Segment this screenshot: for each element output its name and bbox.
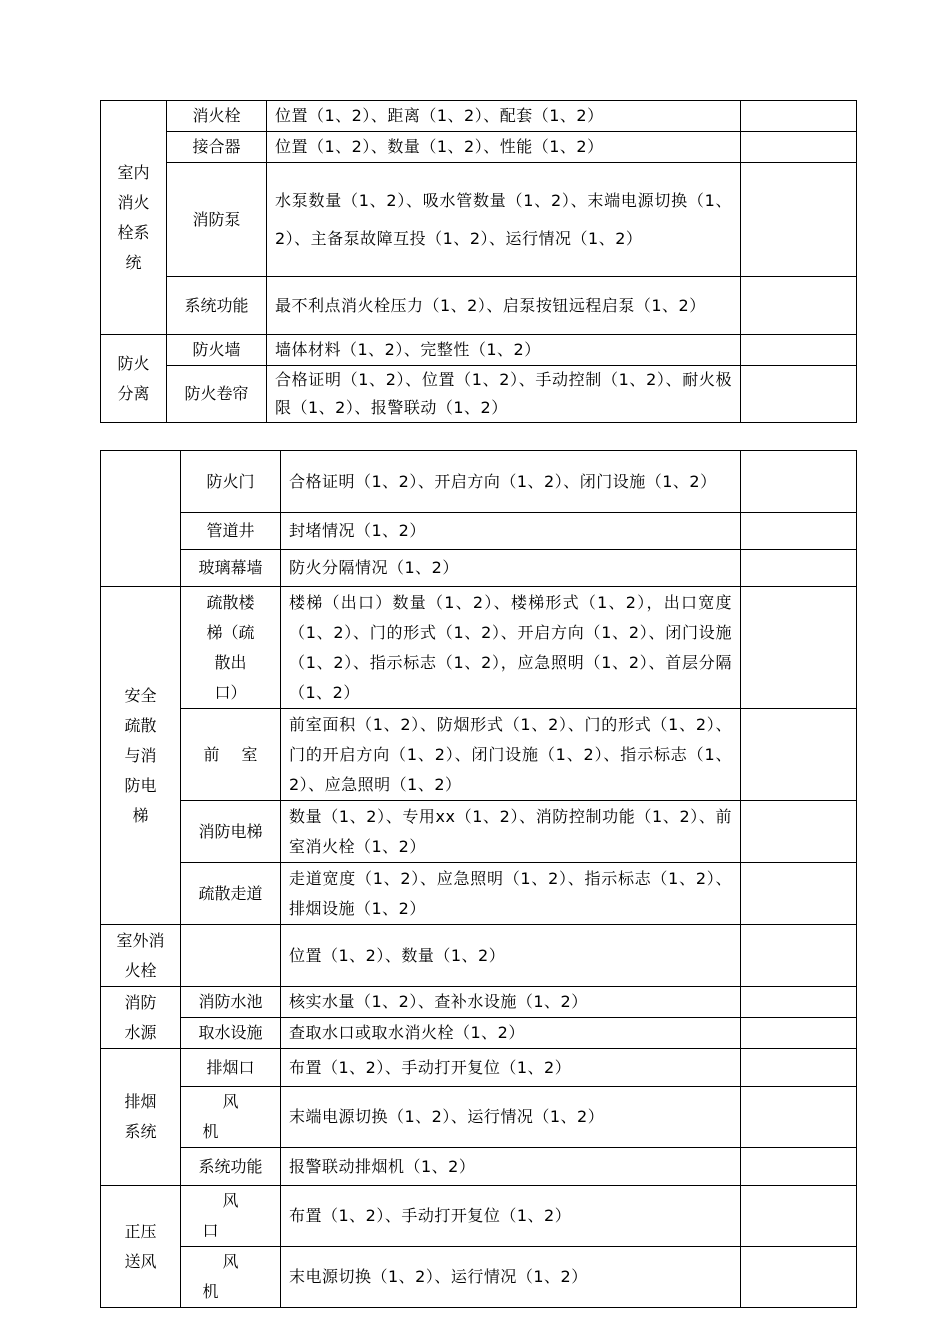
blank-cell (741, 101, 857, 132)
blank-cell (741, 513, 857, 550)
content-cell: 数量（1、2）、专用xx（1、2）、消防控制功能（1、2）、前室消火栓（1、2） (281, 801, 741, 863)
item-cell: 消防水池 (181, 987, 281, 1018)
blank-cell (741, 1049, 857, 1087)
item-cell: 消防泵 (167, 163, 267, 277)
item-label: 疏散楼梯（疏散出口） (206, 592, 255, 702)
item-cell (181, 925, 281, 987)
blank-cell (741, 277, 857, 335)
item-cell: 玻璃幕墙 (181, 550, 281, 587)
content-cell: 前室面积（1、2）、防烟形式（1、2）、门的形式（1、2）、门的开启方向（1、2）、闭门设施（1、2）、指示标志（1、2）、应急照明（1、2） (281, 709, 741, 801)
item-cell (181, 1247, 281, 1308)
blank-cell (741, 1186, 857, 1247)
inspection-table-1 (100, 100, 857, 423)
blank-cell (741, 163, 857, 277)
item-cell: 排烟口 (181, 1049, 281, 1087)
category-label: 消防水源 (124, 992, 157, 1042)
content-cell: 墙体材料（1、2）、完整性（1、2） (267, 335, 741, 366)
blank-cell (741, 587, 857, 709)
category-cell (101, 101, 167, 335)
category-label: 正压送风 (124, 1221, 157, 1271)
item-cell: 防火门 (181, 451, 281, 513)
content-cell: 位置（1、2）、数量（1、2）、性能（1、2） (267, 132, 741, 163)
item-cell: 消防电梯 (181, 801, 281, 863)
item-label: 风机 (202, 1092, 279, 1141)
item-cell (181, 709, 281, 801)
content-cell: 最不利点消火栓压力（1、2）、启泵按钮远程启泵（1、2） (267, 277, 741, 335)
blank-cell (741, 987, 857, 1018)
item-cell (181, 1186, 281, 1247)
content-cell: 合格证明（1、2）、位置（1、2）、手动控制（1、2）、耐火极限（1、2）、报警联动（1、2） (267, 366, 741, 423)
content-cell: 封堵情况（1、2） (281, 513, 741, 550)
content-cell: 核实水量（1、2）、查补水设施（1、2） (281, 987, 741, 1018)
category-label: 排烟系统 (124, 1092, 157, 1141)
item-cell: 取水设施 (181, 1018, 281, 1049)
content-cell: 合格证明（1、2）、开启方向（1、2）、闭门设施（1、2） (281, 451, 741, 513)
category-label: 防火分离 (117, 353, 150, 403)
category-label: 安全疏散与消防电梯 (124, 685, 157, 825)
item-label: 风口 (202, 1191, 279, 1240)
content-cell: 查取水口或取水消火栓（1、2） (281, 1018, 741, 1049)
item-cell: 消火栓 (167, 101, 267, 132)
content-cell: 末电源切换（1、2）、运行情况（1、2） (281, 1247, 741, 1308)
content-cell: 末端电源切换（1、2）、运行情况（1、2） (281, 1087, 741, 1148)
category-cell (101, 1049, 181, 1186)
item-cell: 系统功能 (181, 1148, 281, 1186)
blank-cell (741, 1247, 857, 1308)
content-cell: 位置（1、2）、距离（1、2）、配套（1、2） (267, 101, 741, 132)
item-cell: 防火墙 (167, 335, 267, 366)
blank-cell (741, 451, 857, 513)
item-label: 前室 (203, 744, 280, 764)
blank-cell (741, 132, 857, 163)
category-cell (101, 587, 181, 925)
category-cell (101, 1186, 181, 1308)
item-cell: 系统功能 (167, 277, 267, 335)
category-cell (101, 451, 181, 587)
blank-cell (741, 709, 857, 801)
item-label: 风机 (202, 1252, 279, 1301)
blank-cell (741, 1087, 857, 1148)
blank-cell (741, 1018, 857, 1049)
category-label: 室外消火栓 (116, 930, 165, 980)
blank-cell (741, 366, 857, 423)
blank-cell (741, 550, 857, 587)
content-cell: 楼梯（出口）数量（1、2）、楼梯形式（1、2），出口宽度（1、2）、门的形式（1、2）、开启方向（1、2）、闭门设施（1、2）、指示标志（1、2），应急照明（1、2）、首层分隔（1、2） (281, 587, 741, 709)
content-cell: 水泵数量（1、2）、吸水管数量（1、2）、末端电源切换（1、2）、主备泵故障互投（1、2）、运行情况（1、2） (267, 163, 741, 277)
blank-cell (741, 1148, 857, 1186)
blank-cell (741, 863, 857, 925)
category-label: 室内消火栓系统 (117, 162, 150, 272)
category-cell (101, 987, 181, 1049)
item-cell: 管道井 (181, 513, 281, 550)
content-cell: 走道宽度（1、2）、应急照明（1、2）、指示标志（1、2）、排烟设施（1、2） (281, 863, 741, 925)
blank-cell (741, 335, 857, 366)
content-cell: 防火分隔情况（1、2） (281, 550, 741, 587)
item-cell: 接合器 (167, 132, 267, 163)
content-cell: 布置（1、2）、手动打开复位（1、2） (281, 1186, 741, 1247)
blank-cell (741, 925, 857, 987)
content-cell: 报警联动排烟机（1、2） (281, 1148, 741, 1186)
item-cell: 疏散走道 (181, 863, 281, 925)
item-cell (181, 1087, 281, 1148)
inspection-table-2 (100, 450, 857, 1308)
category-cell (101, 335, 167, 423)
content-cell: 布置（1、2）、手动打开复位（1、2） (281, 1049, 741, 1087)
blank-cell (741, 801, 857, 863)
item-cell: 防火卷帘 (167, 366, 267, 423)
item-cell (181, 587, 281, 709)
content-cell: 位置（1、2）、数量（1、2） (281, 925, 741, 987)
category-cell (101, 925, 181, 987)
